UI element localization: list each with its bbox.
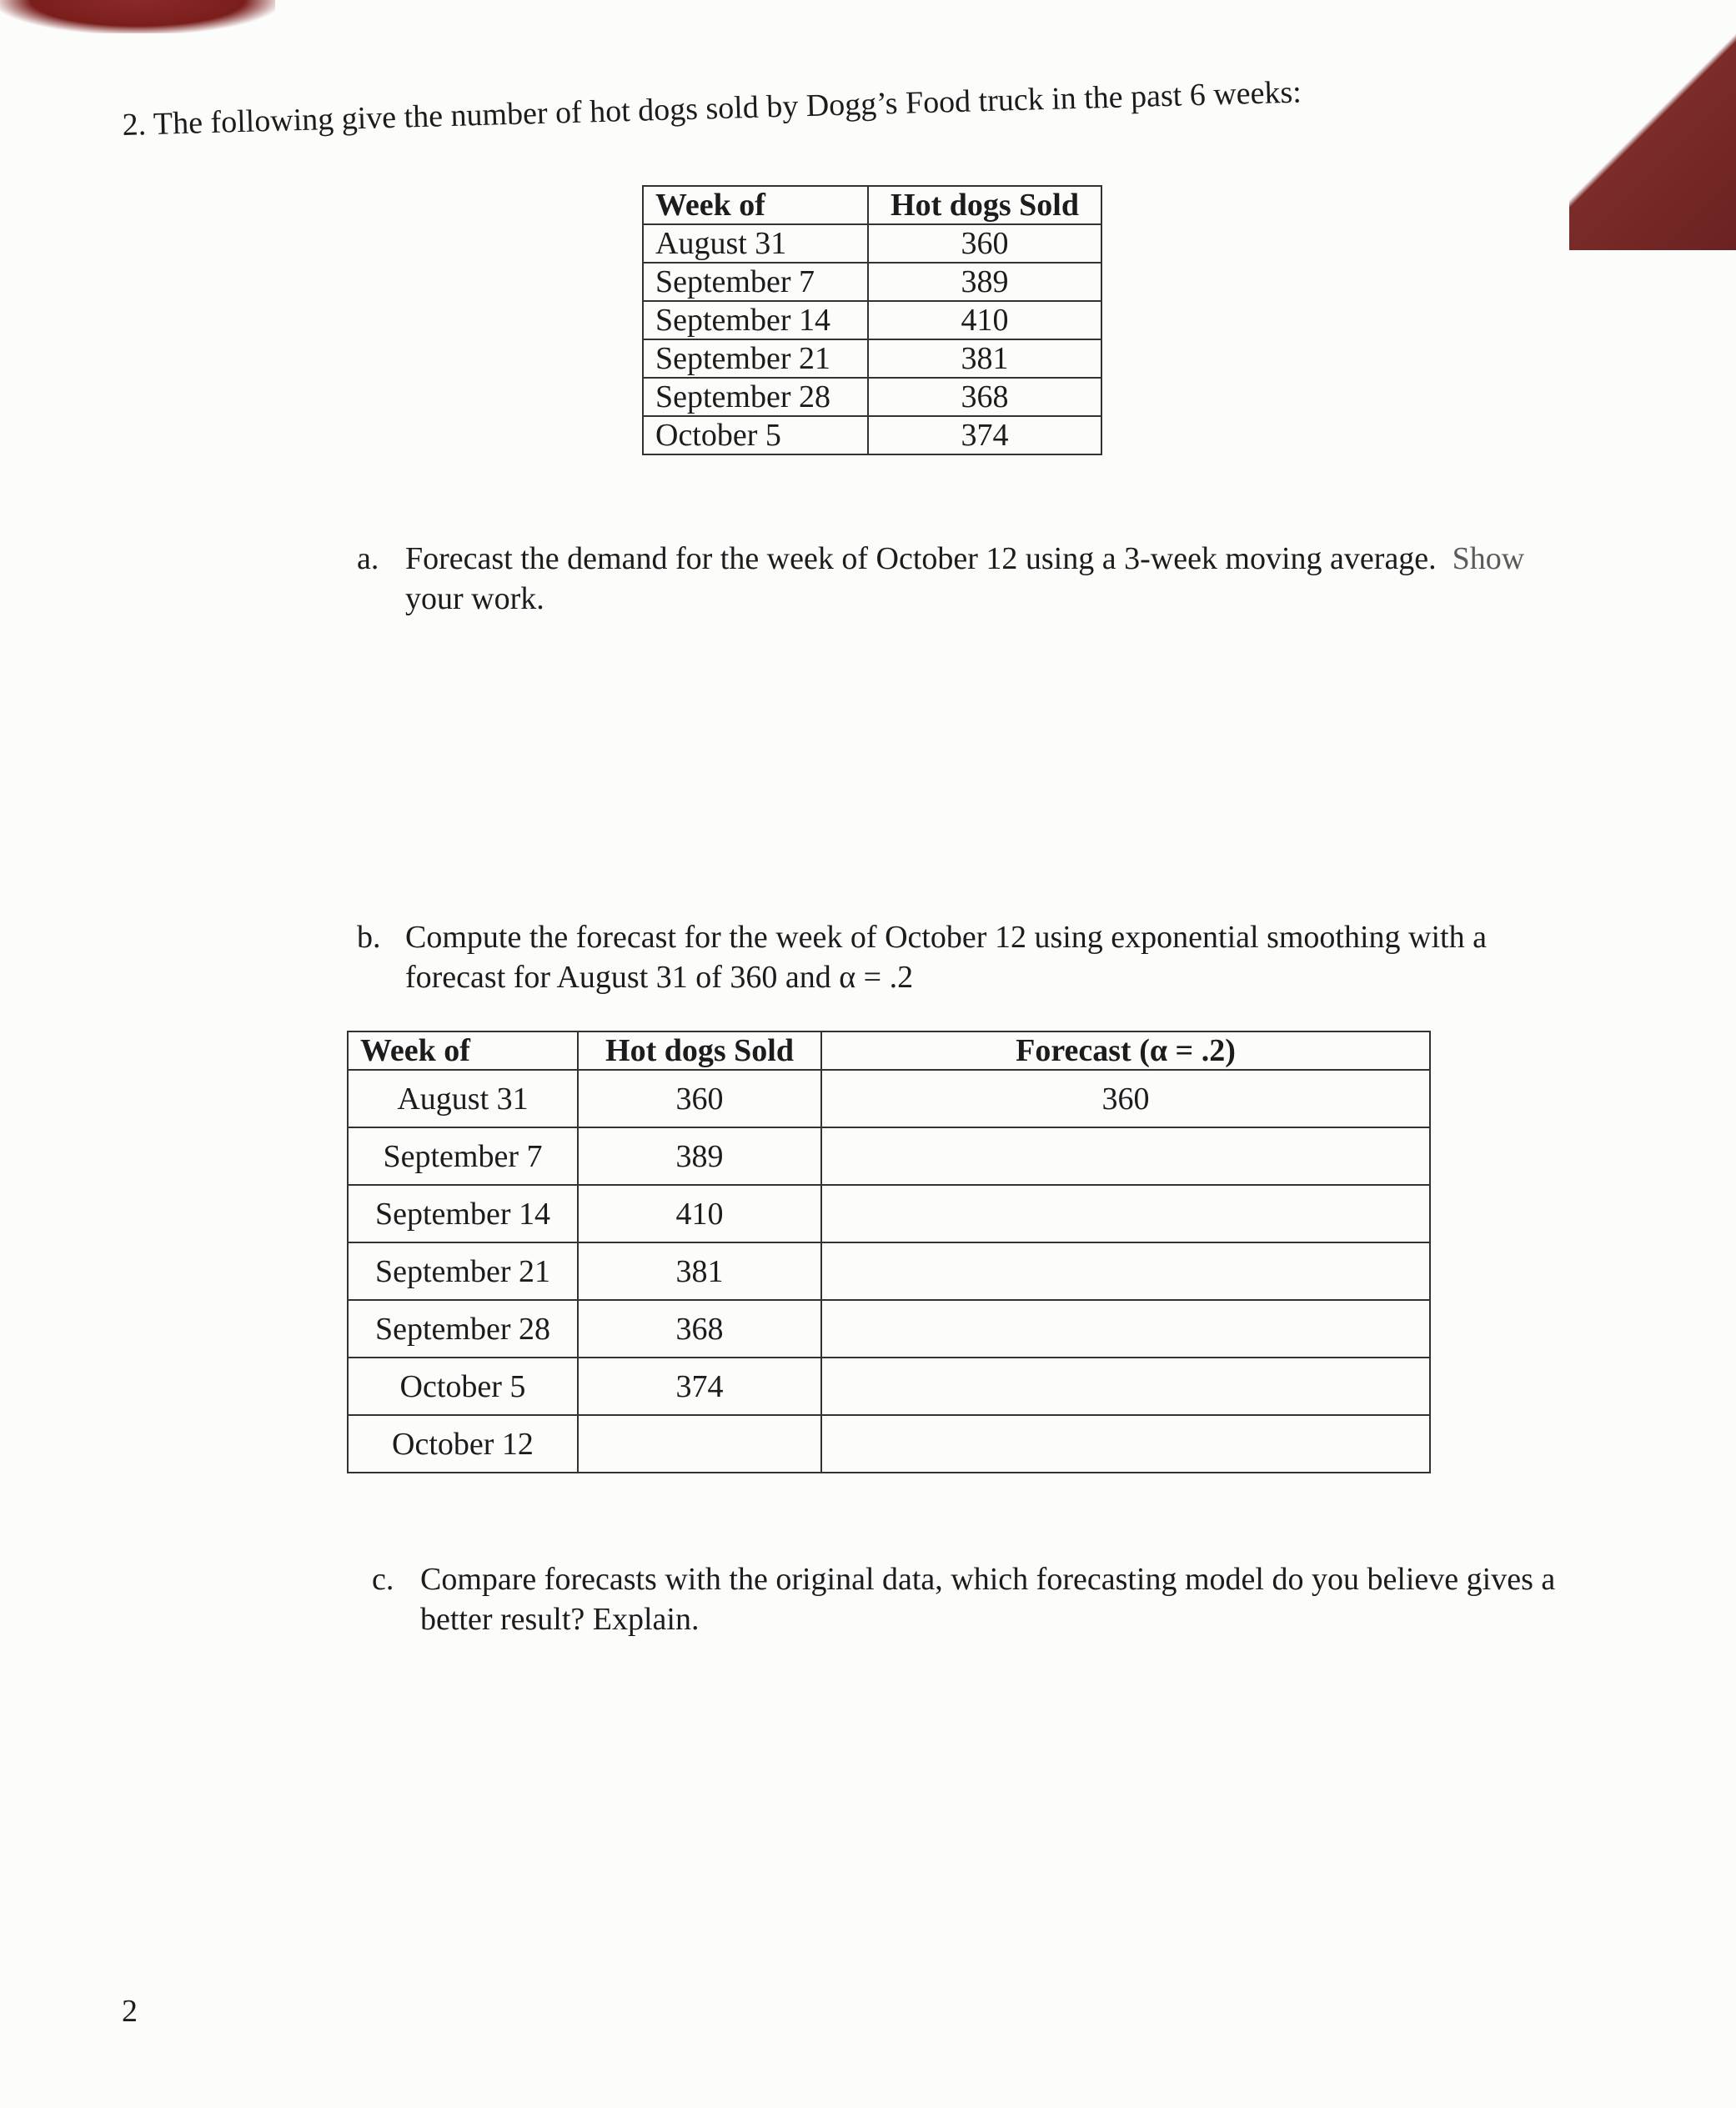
question-title [122,74,1302,143]
table-row [643,339,1101,378]
part-a [357,539,1691,622]
week-cell: September 14 [348,1185,578,1242]
table-row [643,416,1101,454]
sold-cell: 381 [868,339,1101,378]
header-forecast: Forecast (α = .2) [821,1031,1430,1070]
table-row [643,224,1101,263]
forecast-table [347,1031,1431,1473]
part-b-text [405,917,1487,997]
week-cell: October 5 [643,416,868,454]
table-header-row [348,1031,1430,1070]
sold-cell [578,1415,821,1473]
sold-cell: 410 [868,301,1101,339]
sold-cell: 374 [868,416,1101,454]
sold-cell: 381 [578,1242,821,1300]
sold-cell: 368 [868,378,1101,416]
forecast-cell [821,1358,1430,1415]
header-week: Week of [348,1031,578,1070]
question-text: The following give the number of hot dogs sold by Dogg’s Food truck in the past 6 weeks: [153,74,1302,142]
week-cell: September 14 [643,301,868,339]
table-row [643,263,1101,301]
part-b-letter: b. [357,920,381,955]
week-cell: August 31 [348,1070,578,1127]
forecast-cell [821,1415,1430,1473]
sold-cell: 374 [578,1358,821,1415]
table-row [348,1127,1430,1185]
sold-cell: 410 [578,1185,821,1242]
part-c-line2: better result? Explain. [420,1602,700,1637]
part-b-line2: forecast for August 31 of 360 and α = .2 [405,960,914,995]
sold-cell: 389 [578,1127,821,1185]
table-row [643,301,1101,339]
part-a-letter: a. [357,541,379,576]
sold-cell: 368 [578,1300,821,1358]
forecast-cell [821,1300,1430,1358]
week-cell: August 31 [643,224,868,263]
table-row [348,1358,1430,1415]
part-b-line1: Compute the forecast for the week of October 12 using exponential smoothing with a [405,920,1487,955]
forecast-cell [821,1127,1430,1185]
part-b [357,917,1691,1001]
part-c-line1: Compare forecasts with the original data, which forecasting model do you believe gives a [420,1562,1556,1597]
part-a-line1: Forecast the demand for the week of October 12 using a 3-week moving average. [405,541,1437,576]
sold-cell: 360 [868,224,1101,263]
week-cell: October 12 [348,1415,578,1473]
background-corner [1569,0,1736,250]
week-cell: October 5 [348,1358,578,1415]
week-cell: September 7 [643,263,868,301]
sold-cell: 360 [578,1070,821,1127]
header-sold: Hot dogs Sold [578,1031,821,1070]
week-cell: September 21 [348,1242,578,1300]
table-row [348,1185,1430,1242]
part-a-text [405,539,1524,619]
table-row [348,1415,1430,1473]
part-c-text [420,1559,1555,1639]
forecast-cell [821,1185,1430,1242]
question-number: 2. [122,107,147,143]
table-row [348,1300,1430,1358]
header-week: Week of [643,186,868,224]
background-corner [0,0,275,33]
forecast-cell: 360 [821,1070,1430,1127]
week-cell: September 28 [348,1300,578,1358]
week-cell: September 28 [643,378,868,416]
part-c [372,1559,1706,1643]
sold-cell: 389 [868,263,1101,301]
week-cell: September 7 [348,1127,578,1185]
part-c-letter: c. [372,1562,394,1597]
part-a-line2: your work. [405,581,544,616]
forecast-cell [821,1242,1430,1300]
table-row [348,1070,1430,1127]
part-a-line1-tail: Show [1452,541,1525,576]
table-header-row [643,186,1101,224]
week-cell: September 21 [643,339,868,378]
page-number: 2 [122,1994,138,2029]
sales-table [642,185,1102,455]
table-row [643,378,1101,416]
table-row [348,1242,1430,1300]
header-sold: Hot dogs Sold [868,186,1101,224]
